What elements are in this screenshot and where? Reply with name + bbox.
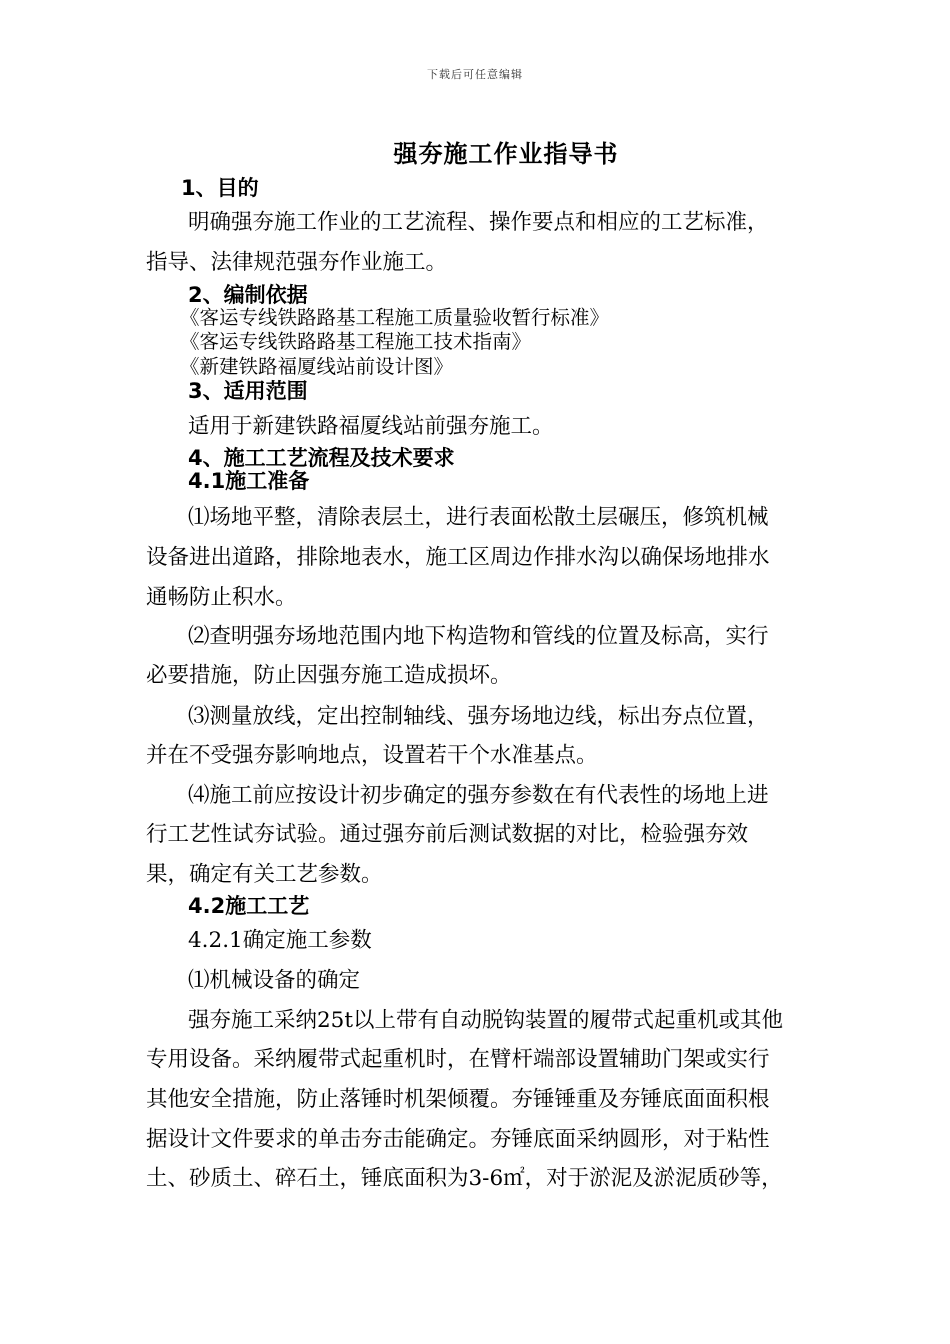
- section-heading-1: 1、目的: [181, 176, 259, 200]
- paragraph-line: 必要措施，防止因强夯施工造成损坏。: [146, 663, 512, 688]
- subsection-heading-4-2: 4.2施工工艺: [188, 894, 310, 918]
- subsection-heading-4-1: 4.1施工准备: [188, 469, 310, 493]
- paragraph-line: 设备进出道路，排除地表水，施工区周边作排水沟以确保场地排水: [146, 545, 770, 570]
- paragraph-line: ⑴机械设备的确定: [188, 968, 361, 993]
- paragraph-line: 其他安全措施，防止落锤时机架倾覆。夯锤锤重及夯锤底面面积根: [146, 1087, 770, 1112]
- section-heading-2: 2、编制依据: [188, 283, 308, 307]
- paragraph-line: 果，确定有关工艺参数。: [146, 862, 383, 887]
- section-heading-4: 4、施工工艺流程及技术要求: [188, 446, 455, 470]
- paragraph-line: ⑶测量放线，定出控制轴线、强夯场地边线，标出夯点位置，: [188, 704, 769, 729]
- section-heading-3: 3、适用范围: [188, 379, 308, 403]
- reference-item: 《客运专线铁路路基工程施工技术指南》: [180, 330, 532, 353]
- paragraph-line: ⑵查明强夯场地范围内地下构造物和管线的位置及标高，实行: [188, 624, 769, 649]
- header-note: 下载后可任意编辑: [427, 68, 523, 81]
- paragraph-line: 指导、法律规范强夯作业施工。: [146, 250, 448, 275]
- paragraph-line: 并在不受强夯影响地点，设置若干个水准基点。: [146, 743, 598, 768]
- reference-item: 《客运专线铁路路基工程施工质量验收暂行标准》: [180, 306, 610, 329]
- paragraph-line: 行工艺性试夯试验。通过强夯前后测试数据的对比，检验强夯效: [146, 822, 749, 847]
- subsection-heading-4-2-1: 4.2.1确定施工参数: [188, 928, 372, 953]
- paragraph-line: 土、砂质土、碎石土，锤底面积为3-6㎡，对于淤泥及淤泥质砂等，: [146, 1166, 783, 1191]
- document-title: 强夯施工作业指导书: [393, 139, 619, 168]
- paragraph-line: 通畅防止积水。: [146, 585, 297, 610]
- paragraph-line: 适用于新建铁路福厦线站前强夯施工。: [188, 414, 554, 439]
- paragraph-line: 据设计文件要求的单击夯击能确定。夯锤底面采纳圆形，对于粘性: [146, 1127, 770, 1152]
- paragraph-line: ⑴场地平整，清除表层土，进行表面松散土层碾压，修筑机械: [188, 505, 769, 530]
- paragraph-line: 强夯施工采纳25t以上带有自动脱钩装置的履带式起重机或其他: [188, 1008, 784, 1033]
- reference-item: 《新建铁路福厦线站前设计图》: [180, 355, 454, 378]
- paragraph-line: 专用设备。采纳履带式起重机时，在臂杆端部设置辅助门架或实行: [146, 1047, 770, 1072]
- paragraph-line: ⑷施工前应按设计初步确定的强夯参数在有代表性的场地上进: [188, 783, 769, 808]
- paragraph-line: 明确强夯施工作业的工艺流程、操作要点和相应的工艺标准，: [188, 210, 769, 235]
